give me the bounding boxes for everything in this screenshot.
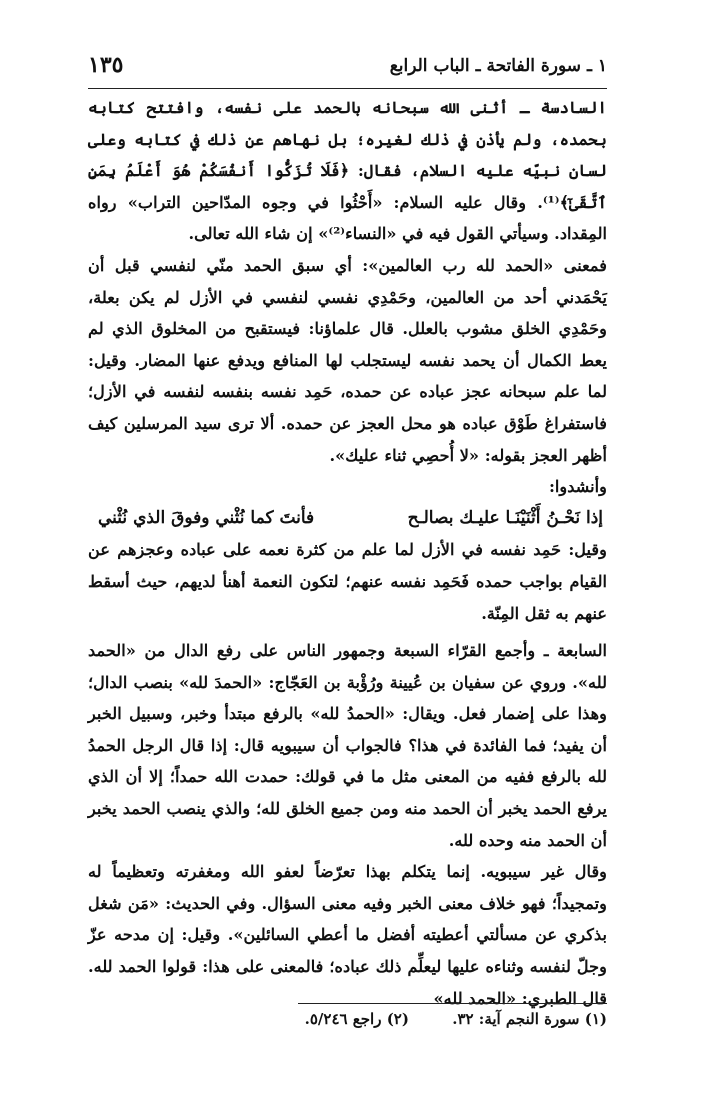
paragraph: السادسة ـ أثنى الله سبحانه بالحمد على نفسه، وافتتح كتابه بحمده، ولم يأذن في ذلك لغيره؛ بل نهاهم عن ذلك في كتابه وعلى لسان نبيّه عليه السلام، فقال: ﴿فَلَا تُزَكُّوا أَنفُسَكُمْ هُوَ أَعْلَمُ بِمَنِ ٱتَّقَىٰٓ﴾⁽¹⁾. وقال عليه السلام: «أَحْثُوا في وجوه المدّاحين التراب» رواه المِقداد. وسيأتي القول فيه في «النساء⁽²⁾» إن شاء الله تعالى. (88, 98, 607, 244)
footnotes (267, 1010, 607, 1028)
header-rule (88, 88, 607, 89)
footnote-rule (298, 1003, 607, 1004)
footnote: (١) سورة النجم آية: ٣٢. (452, 1010, 607, 1028)
paragraph: السابعة ـ وأجمع القرّاء السبعة وجمهور الناس على رفع الدال من «الحمد لله». وروي عن سفيان بن عُيينة ورُؤْبة بن العَجّاج: «الحمدَ لله» بنصب الدال؛ وهذا على إضمار فعل. ويقال: «الحمدُ لله» بالرفع مبتدأ وخبر، وسبيل الخبر أن يفيد؛ فما الفائدة في هذا؟ فالجواب أن سيبويه قال: إذا قال الرجل الحمدُ لله بالرفع ففيه من المعنى مثل ما في قولك: حمدت الله حمداً؛ إلا أن الذي يرفع الحمد يخبر أن الحمد منه ومن جميع الخلق لله؛ والذي ينصب الحمد يخبر أن الحمد منه وحده لله. (88, 641, 607, 850)
paragraph: وقال غير سيبويه. إنما يتكلم بهذا تعرّضاً لعفو الله ومغفرته وتعظيماً له وتمجيداً؛ فهو خلاف معنى الخبر وفيه معنى السؤال. وفي الحديث: «مَن شغل بذكري عن مسألتي أعطيته أفضل ما أعطي السائلين». وقيل: إن مدحه عزّ وجلّ لنفسه وثناءه عليها ليعلِّم ذلك عباده؛ فالمعنى على هذا: قولوا الحمد لله. قال الطبري: «الحمد لله» (88, 862, 607, 1008)
main-text (88, 92, 607, 1014)
paragraph: وقيل: حَمِد نفسه في الأزل لما علم من كثرة نعمه على عباده وعجزهم عن القيام بواجب حمده فَحَمِد نفسه عنهم؛ لتكون النعمة أهنأ لديهم، حيث أسقط عنهم به ثقل المِنّة. (88, 540, 607, 623)
running-title: ١ ـ سورة الفاتحة ـ الباب الرابع (389, 56, 607, 76)
verse-second-hemistich: فأنتَ كما نُثْني وفوقَ الذي نُثْني (98, 507, 315, 528)
paragraph: فمعنى «الحمد لله رب العالمين»: أي سبق الحمد منّي لنفسي قبل أن يَحْمَدني أحد من العالمين، وحَمْدِي نفسي لنفسي في الأزل لم يكن بعلة، وحَمْدِي الخلق مشوب بالعلل. قال علماؤنا: فيستقبح من المخلوق الذي لم يعط الكمال أن يحمد نفسه ليستجلب لها المنافع ويدفع عنها المضار. وقيل: لما علم سبحانه عجز عباده عن حمده، حَمِد نفسه بنفسه لنفسه في الأزل؛ فاستفراغ طَوْق عباده هو محل العجز عن حمده. ألا ترى سيد المرسلين كيف أظهر العجز بقوله: «لا أُحصِي ثناء عليك». (88, 255, 607, 465)
page-header (88, 46, 607, 86)
footnote: (٢) راجع ٥/٢٤٦. (304, 1010, 409, 1028)
poetry-verse (88, 503, 607, 535)
page-number: ١٣٥ (88, 52, 124, 78)
paragraph: وأنشدوا: (548, 477, 607, 497)
verse-first-hemistich: إذا نَحْـنُ أَثْنَيْنَـا عليـك بصالـح (407, 507, 603, 528)
